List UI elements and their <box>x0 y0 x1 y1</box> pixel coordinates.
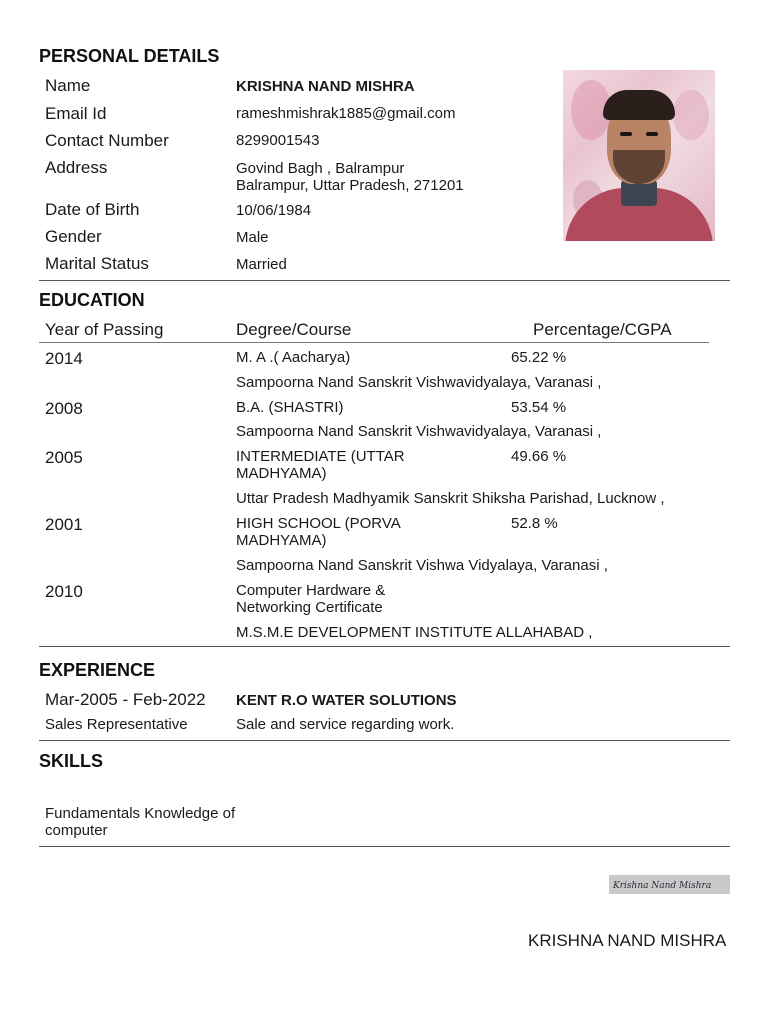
experience-role: Sales Representative <box>45 716 188 733</box>
edu-year: 2014 <box>45 349 83 368</box>
edu-year: 2005 <box>45 448 83 467</box>
edu-institute: Sampoorna Nand Sanskrit Vishwa Vidyalaya, Varanasi , <box>236 557 608 574</box>
edu-degree: M. A .( Aacharya) <box>236 349 351 366</box>
address-line1: Govind Bagh , Balrampur <box>236 160 405 177</box>
experience-heading: EXPERIENCE <box>39 660 156 680</box>
gender-label: Gender <box>45 227 102 246</box>
profile-photo <box>563 70 715 241</box>
email-value: rameshmishrak1885@gmail.com <box>236 105 456 122</box>
divider-skills <box>39 846 730 847</box>
divider-personal <box>39 280 730 281</box>
edu-year: 2008 <box>45 399 83 418</box>
edu-degree: B.A. (SHASTRI) <box>236 399 344 416</box>
edu-col-year: Year of Passing <box>45 320 164 339</box>
dob-value: 10/06/1984 <box>236 202 312 219</box>
gender-value: Male <box>236 229 269 246</box>
edu-institute: Uttar Pradesh Madhyamik Sanskrit Shiksha Parishad, Lucknow , <box>236 490 665 507</box>
edu-percent: 49.66 % <box>511 448 567 465</box>
edu-degree: INTERMEDIATE (UTTAR MADHYAMA) <box>236 448 405 482</box>
marital-value: Married <box>236 256 287 273</box>
address-label: Address <box>45 158 108 177</box>
skills-heading: SKILLS <box>39 751 104 771</box>
edu-col-percent: Percentage/CGPA <box>533 320 672 339</box>
divider-education <box>39 646 730 647</box>
edu-degree: HIGH SCHOOL (PORVA MADHYAMA) <box>236 515 400 549</box>
education-heading: EDUCATION <box>39 290 145 310</box>
dob-label: Date of Birth <box>45 200 140 219</box>
name-label: Name <box>45 76 91 95</box>
signature-name: KRISHNA NAND MISHRA <box>528 931 727 950</box>
contact-label: Contact Number <box>45 131 169 150</box>
email-label: Email Id <box>45 104 107 123</box>
edu-header-rule <box>39 342 709 343</box>
experience-period: Mar-2005 - Feb-2022 <box>45 690 206 709</box>
edu-year: 2010 <box>45 582 83 601</box>
signature-image <box>609 875 730 894</box>
edu-year: 2001 <box>45 515 83 534</box>
edu-col-degree: Degree/Course <box>236 320 352 339</box>
edu-institute: Sampoorna Nand Sanskrit Vishwavidyalaya, Varanasi , <box>236 423 602 440</box>
edu-percent: 65.22 % <box>511 349 567 366</box>
contact-value: 8299001543 <box>236 132 320 149</box>
edu-institute: M.S.M.E DEVELOPMENT INSTITUTE ALLAHABAD , <box>236 624 593 641</box>
experience-company: KENT R.O WATER SOLUTIONS <box>236 692 457 709</box>
personal-details-heading: PERSONAL DETAILS <box>39 46 220 66</box>
edu-percent: 52.8 % <box>511 515 558 532</box>
address-line2: Balrampur, Uttar Pradesh, 271201 <box>236 177 464 194</box>
edu-institute: Sampoorna Nand Sanskrit Vishwavidyalaya, Varanasi , <box>236 374 602 391</box>
edu-percent: 53.54 % <box>511 399 567 416</box>
experience-description: Sale and service regarding work. <box>236 716 455 733</box>
name-value: KRISHNA NAND MISHRA <box>236 78 415 95</box>
divider-experience <box>39 740 730 741</box>
marital-label: Marital Status <box>45 254 149 273</box>
signature-handwritten-text: Krishna Nand Mishra <box>613 881 712 891</box>
skill-item: Fundamentals Knowledge of computer <box>45 805 236 839</box>
edu-degree: Computer Hardware & Networking Certificate <box>236 582 386 616</box>
